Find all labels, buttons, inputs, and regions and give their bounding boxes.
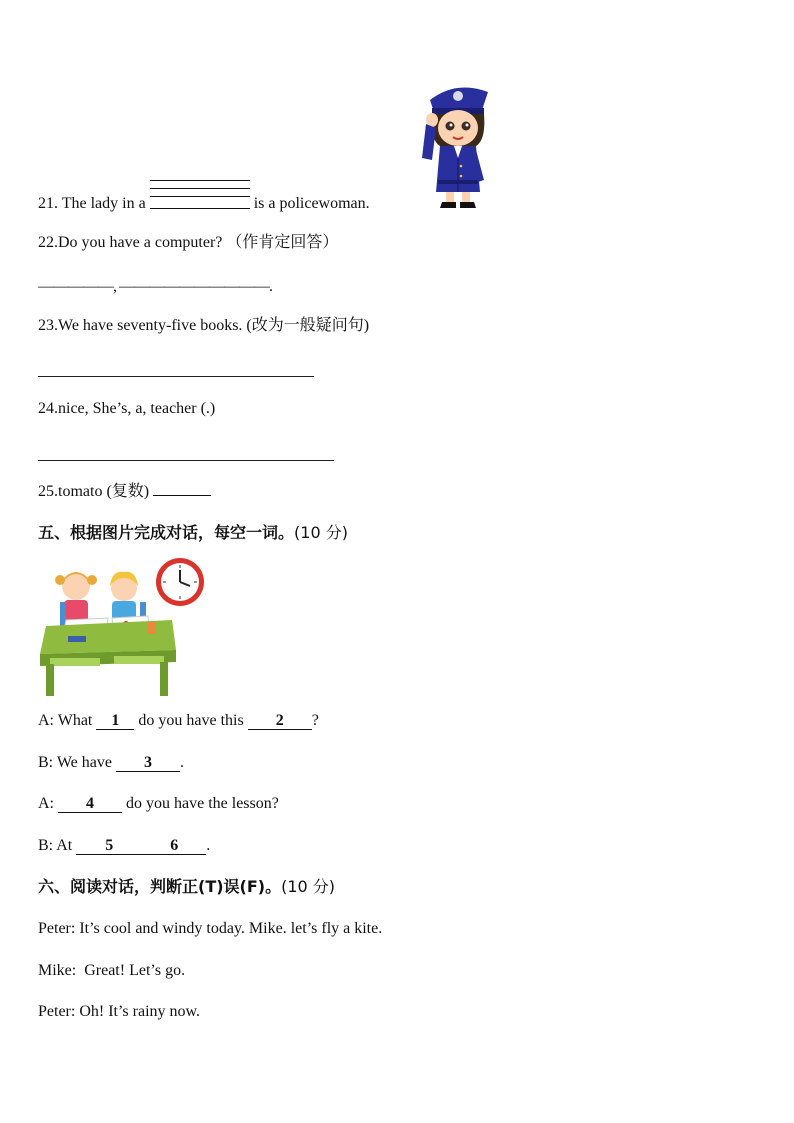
- section-6-heading: [38, 877, 335, 897]
- section-6-score: (10 分): [281, 877, 336, 896]
- question-21-text-before: 21. The lady in a: [38, 195, 146, 212]
- dialog-line-3-start: A:: [38, 795, 54, 812]
- reading-line-1: Peter: It’s cool and windy today. Mike. let’s fly a kite.: [38, 920, 383, 937]
- question-22-answer-line[interactable]: —————, ——————————.: [38, 278, 272, 295]
- reading-line-2: Mike: Great! Let’s go.: [38, 962, 186, 979]
- clock-icon: [156, 558, 204, 606]
- blank-2[interactable]: 2: [248, 712, 312, 730]
- dialog-line-4: [38, 836, 210, 856]
- question-25-text: 25.tomato (复数): [38, 483, 150, 500]
- blank-4[interactable]: 4: [58, 795, 122, 813]
- kids-at-desk-illustration: [36, 556, 212, 698]
- dialog-line-1-start: A: What: [38, 712, 93, 729]
- blank-6[interactable]: 6: [142, 837, 206, 855]
- section-6-title: 六、阅读对话，判断正(T)误(F)。: [38, 877, 282, 896]
- dialog-line-1-mid: do you have this: [138, 712, 244, 729]
- blank-5[interactable]: 5: [76, 837, 142, 855]
- dialog-line-1-end: ?: [311, 712, 319, 729]
- triple-line-blank[interactable]: [150, 194, 250, 214]
- question-21-text-after: is a policewoman.: [253, 195, 370, 212]
- dialog-line-2-end: .: [179, 754, 184, 771]
- reading-line-3: Peter: Oh! It’s rainy now.: [38, 1003, 201, 1020]
- policewoman-illustration: [418, 80, 494, 212]
- dialog-line-1: [38, 711, 319, 731]
- section-5-title: 五、根据图片完成对话，每空一词。: [38, 523, 295, 542]
- section-5-heading: [38, 523, 348, 543]
- dialog-line-2-start: B: We have: [38, 754, 112, 771]
- question-24: 24.nice, She’s, a, teacher (.): [38, 400, 216, 417]
- section-5-score: (10 分): [294, 523, 348, 542]
- question-25: [38, 482, 211, 502]
- dialog-line-3-mid: do you have the lesson?: [126, 795, 279, 812]
- dialog-line-2: [38, 753, 184, 773]
- question-25-blank[interactable]: [153, 495, 211, 496]
- dialog-line-4-end: .: [206, 837, 211, 854]
- question-21: [38, 194, 370, 214]
- blank-3[interactable]: 3: [116, 754, 180, 772]
- blank-1[interactable]: 1: [96, 712, 134, 730]
- question-23: 23.We have seventy-five books. (改为一般疑问句): [38, 317, 370, 334]
- dialog-line-3: [38, 794, 279, 814]
- question-22: 22.Do you have a computer? （作肯定回答）: [38, 234, 339, 251]
- dialog-line-4-start: B: At: [38, 837, 73, 854]
- question-23-answer-line[interactable]: [38, 376, 314, 377]
- question-24-answer-line[interactable]: [38, 460, 334, 461]
